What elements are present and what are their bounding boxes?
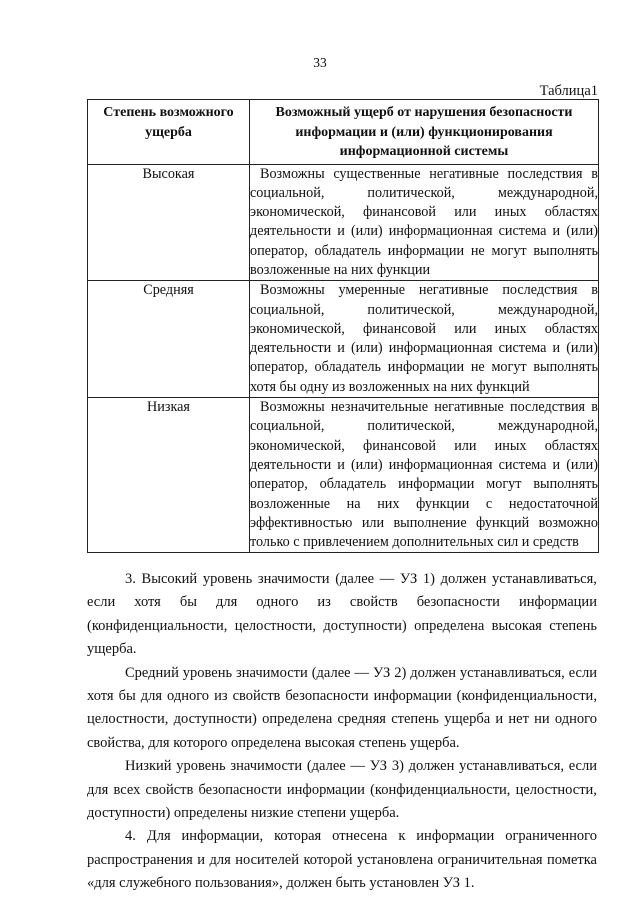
text-line: доступности) определены низкие степени ущерба. bbox=[87, 804, 400, 821]
paragraph bbox=[87, 568, 597, 662]
body-text bbox=[87, 568, 597, 895]
text-line: эффективностью или выполнение функций возможно bbox=[250, 514, 598, 531]
damage-table bbox=[87, 99, 599, 553]
text-line: социальной, политической, международной, bbox=[250, 184, 598, 201]
text-line: Возможны умеренные негативные последствия в bbox=[260, 282, 598, 299]
text-line: если хотя бы для одного из свойств безопасности информации bbox=[87, 594, 597, 611]
text-line: экономической, финансовой или иных областях bbox=[250, 437, 598, 454]
text-line: свойства, для которого определена высокая степень ущерба. bbox=[87, 734, 460, 751]
header-damage-description: Возможный ущерб от нарушения безопасности информации и (или) функционирования информационной системы bbox=[250, 100, 599, 165]
text-line: деятельности и (или) информационная система и (или) bbox=[250, 340, 598, 357]
text-line: социальной, политической, международной, bbox=[250, 301, 598, 318]
paragraph bbox=[87, 825, 597, 895]
text-line: Средний уровень значимости (далее — УЗ 2) должен устанавливаться, если bbox=[125, 664, 597, 681]
text-line: Возможны существенные негативные последствия в bbox=[260, 165, 598, 182]
text-line: возложенные на них функции с недостаточной bbox=[250, 495, 598, 512]
text-line: ущерба. bbox=[87, 641, 137, 658]
text-line: оператор, обладатель информации могут выполнять bbox=[250, 476, 598, 493]
text-line: целостности, доступности) определена средняя степень ущерба и нет ни одного bbox=[87, 711, 597, 728]
text-line: хотя бы для одного из свойств безопасности информации (конфиденциальности, bbox=[87, 687, 597, 704]
paragraph bbox=[87, 662, 597, 756]
text-line: деятельности и (или) информационная система и (или) bbox=[250, 223, 598, 240]
table-row bbox=[88, 281, 599, 398]
damage-level-cell: Средняя bbox=[88, 281, 250, 398]
damage-level-cell: Высокая bbox=[88, 164, 250, 281]
table-header-row bbox=[88, 100, 599, 165]
text-line: «для служебного пользования», должен быть установлен УЗ 1. bbox=[87, 875, 475, 892]
table-caption: Таблица1 bbox=[539, 83, 598, 99]
damage-level-cell: Низкая bbox=[88, 398, 250, 553]
text-line: возложенные на них функции bbox=[250, 261, 431, 278]
text-line: (конфиденциальности, целостности, доступности) определена высокая степень bbox=[87, 617, 597, 634]
damage-description-cell bbox=[250, 281, 599, 398]
damage-description-cell bbox=[250, 398, 599, 553]
text-line: Низкий уровень значимости (далее — УЗ 3) должен устанавливаться, если bbox=[125, 758, 597, 775]
text-line: экономической, финансовой или иных областях bbox=[250, 204, 598, 221]
text-line: только с привлечением дополнительных сил и средств bbox=[250, 534, 579, 551]
text-line: оператор, обладатель информации не могут выполнять bbox=[250, 242, 598, 259]
text-line: оператор, обладатель информации не могут выполнять bbox=[250, 359, 598, 376]
header-damage-level: Степень возможного ущерба bbox=[88, 100, 250, 165]
text-line: социальной, политической, международной, bbox=[250, 418, 598, 435]
table-row bbox=[88, 164, 599, 281]
text-line: экономической, финансовой или иных областях bbox=[250, 320, 598, 337]
text-line: распространения и для носителей которой установлена ограничительная пометка bbox=[87, 851, 597, 868]
damage-description-cell bbox=[250, 164, 599, 281]
text-line: 3. Высокий уровень значимости (далее — УЗ 1) должен устанавливаться, bbox=[125, 571, 597, 587]
text-line: деятельности и (или) информационная система и (или) bbox=[250, 456, 598, 473]
text-line: хотя бы одну из возложенных на них функций bbox=[250, 378, 530, 395]
page-number: 33 bbox=[313, 55, 327, 70]
text-line: Возможны незначительные негативные последствия в bbox=[260, 399, 598, 416]
table-row bbox=[88, 398, 599, 553]
text-line: для всех свойств безопасности информации (конфиденциальности, целостности, bbox=[87, 781, 597, 798]
text-line: 4. Для информации, которая отнесена к информации ограниченного bbox=[125, 828, 597, 845]
paragraph bbox=[87, 755, 597, 825]
